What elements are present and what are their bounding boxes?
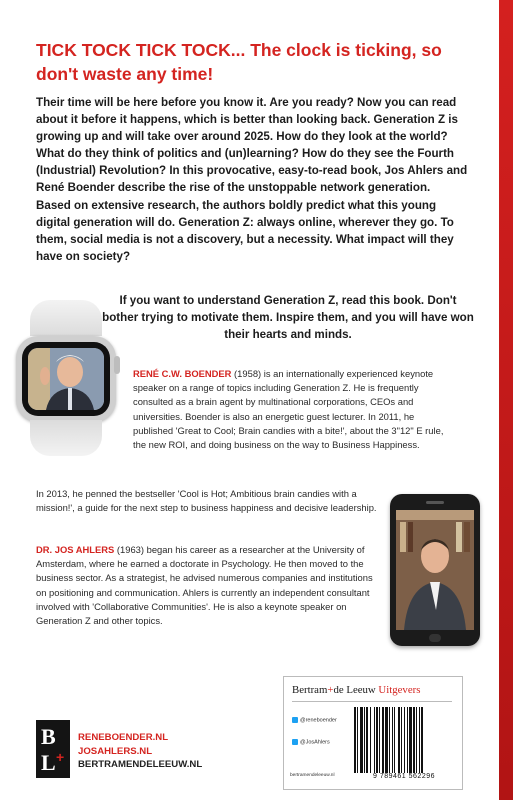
bio-rene-boender	[133, 367, 455, 452]
watch-band-bottom	[30, 420, 102, 456]
bio-text-ahlers: (1963) began his career as a researcher at the University of Amsterdam, where he earned a doctorate in Psychology. He then moved to the business sector. As a strategist, he advised numerous companies and institutions on positioning and communication. Ahlers is currently an independent consultant involved with 'Collaborative Communities'. He is also a keynote speaker on Generation Z and other topics.	[36, 544, 373, 627]
watch-crown	[114, 356, 120, 374]
isbn-number: 9 789461 562296	[373, 773, 435, 780]
website-links	[78, 731, 202, 772]
twitter-icon	[292, 739, 298, 745]
svg-text:B: B	[41, 724, 56, 749]
twitter-handle-boender: @reneboender	[292, 717, 337, 723]
portrait-jos-ahlers	[396, 510, 474, 630]
svg-text:+: +	[56, 749, 65, 765]
watch-screen	[22, 342, 110, 416]
publisher-box	[283, 676, 463, 790]
portrait-rene-boender	[28, 348, 104, 410]
barcode-bars	[354, 707, 454, 773]
barcode	[354, 707, 454, 783]
publisher-site-small: bertramendeleeuw.nl	[290, 773, 335, 778]
red-edge-strip	[499, 0, 513, 800]
intro-closing: If you want to understand Generation Z, read this book. Don't bother trying to motivate them. Inspire them, and you will have won their hearts and minds.	[102, 294, 474, 342]
twitter-icon	[292, 717, 298, 723]
headline: TICK TOCK TICK TOCK... The clock is ticking, so don't waste any time!	[36, 40, 442, 84]
bio-rene-boender-more: In 2013, he penned the bestseller 'Cool is Hot; Ambitious brain candies with a mission!', a guide for the next step to business happiness and decisive leadership.	[36, 488, 377, 514]
twitter-handle-ahlers: @JosAhlers	[292, 739, 330, 745]
link-bertramendeleeuw[interactable]: BERTRAMENDELEEUW.NL	[78, 759, 203, 770]
phone-home-button	[429, 634, 441, 642]
bio-jos-ahlers	[36, 543, 381, 628]
bio-text-boender: (1958) is an internationally experienced keynote speaker on a range of topics including Generation Z. He is frequently consulted as a brain agent by multinational corporations, CEOs and universities. Boender is also an energetic guest lecturer. In 2011, he published 'Great to Cool; Brain candies with a bite!', about the 3"12" E rule, the new ROI, and doing business on the way to Business Happiness.	[133, 368, 444, 451]
publisher-name: Bertram+de Leeuw Uitgevers	[292, 684, 421, 696]
publisher-divider	[292, 701, 452, 702]
author-name-ahlers: DR. JOS AHLERS	[36, 544, 115, 555]
link-reneboender[interactable]: RENEBOENDER.NL	[78, 732, 169, 743]
svg-text:L: L	[41, 750, 56, 775]
bl-logo	[36, 720, 70, 778]
smartwatch-image	[10, 300, 126, 456]
author-name-boender: RENÉ C.W. BOENDER	[133, 368, 232, 379]
phone-speaker	[426, 501, 444, 504]
intro-paragraph: Their time will be here before you know it. Are you ready? Now you can read about it before it happens, which is better than looking back. Generation Z is growing up and will take over around 2025. How do they look at the world? What do they think of politics and (un)learning? How do they see the Fourth (Industrial) Revolution? In this provocative, easy-to-read book, Jos Ahlers and René Boender describe the rise of the unstoppable network generation. Based on extensive research, the authors boldly predict what this young digital generation will do. Generation Z: always online, wherever they go. To them, social media is not a discovery, but a necessity. What impact will they have on society?	[36, 96, 468, 263]
watch-band-top	[30, 300, 102, 336]
watch-case	[16, 336, 116, 422]
link-josahlers[interactable]: JOSAHLERS.NL	[78, 745, 153, 757]
smartphone-image	[390, 494, 480, 646]
